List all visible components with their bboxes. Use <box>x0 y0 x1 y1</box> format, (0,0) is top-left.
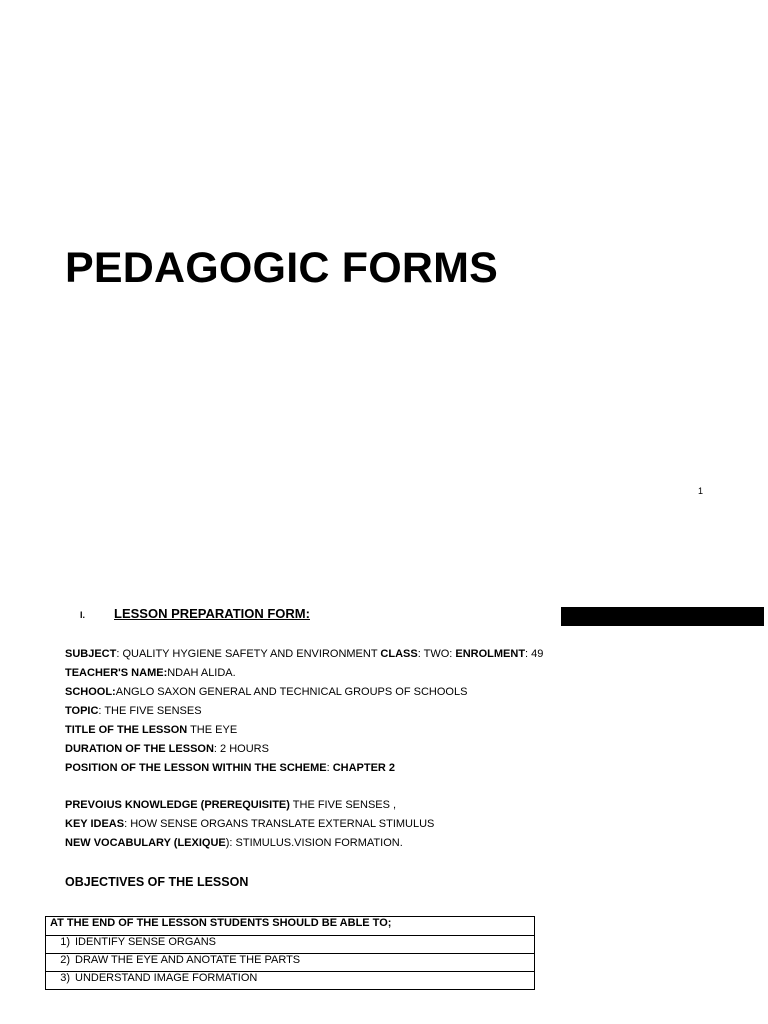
subject-label: SUBJECT <box>65 648 117 660</box>
document-title: PEDAGOGIC FORMS <box>65 244 499 292</box>
class-label: CLASS <box>380 648 418 660</box>
duration-line <box>65 743 269 756</box>
objective-number: 1) <box>60 936 70 948</box>
vocabulary-label: NEW VOCABULARY (LEXIQUE <box>65 837 226 849</box>
key-ideas-label: KEY IDEAS <box>65 818 125 830</box>
enrolment-label: ENROLMENT <box>455 648 526 660</box>
objective-text: IDENTIFY SENSE ORGANS <box>75 936 216 948</box>
subject-line <box>65 648 543 661</box>
topic-label: TOPIC <box>65 705 99 717</box>
objective-cell <box>46 972 535 990</box>
objective-number: 2) <box>60 954 70 966</box>
objective-cell <box>46 936 535 954</box>
teacher-value: NDAH ALIDA. <box>167 667 236 679</box>
duration-value: : 2 HOURS <box>213 743 269 755</box>
position-separator: : <box>326 762 333 774</box>
enrolment-value: : 49 <box>525 648 544 660</box>
position-label: POSITION OF THE LESSON WITHIN THE SCHEME <box>65 762 327 774</box>
topic-line <box>65 705 202 718</box>
prerequisite-label: PREVOIUS KNOWLEDGE (PREREQUISITE) <box>65 799 290 811</box>
objective-number: 3) <box>60 972 70 984</box>
lesson-title-line <box>65 724 237 737</box>
school-line <box>65 686 467 699</box>
duration-label: DURATION OF THE LESSON <box>65 743 214 755</box>
table-header-cell: AT THE END OF THE LESSON STUDENTS SHOULD BE ABLE TO; <box>46 917 535 936</box>
page-number: 1 <box>698 486 704 496</box>
objectives-heading: OBJECTIVES OF THE LESSON <box>65 875 249 889</box>
key-ideas-line <box>65 818 434 831</box>
school-label: SCHOOL: <box>65 686 116 698</box>
school-value: ANGLO SAXON GENERAL AND TECHNICAL GROUPS OF SCHOOLS <box>115 686 468 698</box>
table-row <box>46 972 535 990</box>
teacher-label: TEACHER'S NAME: <box>65 667 168 679</box>
vocabulary-line <box>65 837 403 850</box>
prerequisite-line <box>65 799 396 812</box>
section-title: LESSON PREPARATION FORM: <box>114 606 310 621</box>
vocabulary-value: ): STIMULUS.VISION FORMATION. <box>225 837 403 849</box>
objective-cell <box>46 954 535 972</box>
teacher-line <box>65 667 236 680</box>
table-header-row <box>46 917 535 936</box>
lesson-title-value: THE EYE <box>187 724 238 736</box>
prerequisite-value: THE FIVE SENSES , <box>289 799 397 811</box>
section-number: I. <box>80 610 86 620</box>
table-row <box>46 954 535 972</box>
objective-text: DRAW THE EYE AND ANOTATE THE PARTS <box>75 954 301 966</box>
redaction-bar <box>561 607 764 626</box>
objective-text: UNDERSTAND IMAGE FORMATION <box>75 972 258 984</box>
lesson-title-label: TITLE OF THE LESSON <box>65 724 188 736</box>
position-value: CHAPTER 2 <box>332 762 396 774</box>
key-ideas-value: : HOW SENSE ORGANS TRANSLATE EXTERNAL STIMULUS <box>124 818 435 830</box>
table-row <box>46 936 535 954</box>
objectives-table <box>45 916 535 990</box>
class-value: : TWO: <box>417 648 456 660</box>
subject-value: : QUALITY HYGIENE SAFETY AND ENVIRONMENT <box>116 648 381 660</box>
position-line <box>65 762 395 775</box>
topic-value: : THE FIVE SENSES <box>98 705 202 717</box>
